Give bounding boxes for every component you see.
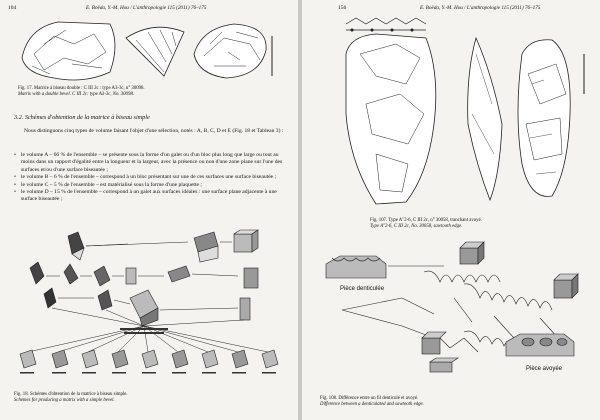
label-denticulate: Pièce denticulée [340, 286, 385, 292]
block-mid-right [554, 274, 578, 298]
running-header: E. Boëda, Y.-M. Hou / L'anthropologie 115 (2011) 76–175 [86, 5, 207, 11]
fig107-illustration [316, 14, 592, 214]
fig18-caption-fr: Fig. 18. Schémes d'obtention de la matrice à biseau simple. [14, 392, 128, 397]
sawtooth-edge-profile [346, 18, 426, 31]
fig107-caption-fr: Fig. 107. Type A"2-6, C III 2c, n° 30058, tranchant avoyé. [370, 218, 482, 223]
page-number: 156 [338, 5, 347, 11]
running-header: E. Boëda, Y.-M. Hou / L'anthropologie 115 (2011) 76–175 [420, 5, 541, 11]
fig107-caption-en: Type A"2-6, C III 2c, No. 30058, sawtooth edge. [370, 224, 463, 229]
volume-list [14, 152, 286, 204]
section-title: 3.2. Schémes d'obtention de la matrice à biseau simple [14, 114, 150, 121]
right-page [302, 0, 600, 420]
list-item: • le volume D – 15 % de l'ensemble – correspond à un galet aux surfaces idéales : une surface plane adjacente à une surface biseautée ; [14, 189, 286, 204]
artifact-profile-mid [468, 38, 502, 200]
fig17-illustration [14, 14, 286, 84]
fig108-diagram [314, 238, 594, 388]
label-avoyee: Pièce avoyée [526, 366, 563, 372]
artifact-face-left [346, 34, 436, 204]
fig17-artifact-mid [126, 27, 184, 76]
fig108-caption [320, 396, 590, 408]
denticulate-piece [326, 256, 386, 278]
fig17-caption-fr: Fig. 17. Matrice à biseau double : C III 2c : type A3-3c, n° 30098. [18, 86, 145, 91]
left-page [0, 0, 298, 420]
page-number: 104 [8, 5, 17, 11]
avoyee-piece [506, 334, 574, 356]
fig107-caption [370, 218, 594, 230]
fig18-diagram [8, 228, 294, 388]
fig108-caption-fr: Fig. 108. Différence entre un fil denticulé et avoyé. [320, 396, 419, 401]
fig17-artifact-left [22, 22, 115, 80]
small-stand-piece [430, 358, 458, 372]
list-item: • le volume C – 5 % de l'ensemble – est matérialisé sous la forme d'une plaquette ; [14, 182, 286, 189]
fig108-caption-en: Difference between a denticulated and sawtooth edge. [320, 402, 424, 407]
intro-paragraph: Nous distinguons cinq types de volume faisant l'objet d'une sélection, notés : A, B, C, D et E (Fig. 18 et Tableau 3) : [24, 128, 284, 134]
block-lower-left [422, 332, 446, 354]
list-item: • le volume A – 66 % de l'ensemble – se présente sous la forme d'un galet ou d'un bloc plus long que large ou tout au moins dans un rapport d'égalité entre la longueur et la largeur, avec la présence ou non d'une zone plane sur l'une des surfaces et/ou d'une surface biseautée ; [14, 152, 286, 174]
fig18-caption-en: Schemes for producing a matrix with a simple bevel. [14, 398, 115, 403]
list-item: • le volume B – 6 % de l'ensemble – correspond à un bloc présentant sur une de ces surfaces une surface biseautée ; [14, 174, 286, 181]
block-top-right [460, 242, 484, 264]
fig17-caption [18, 86, 288, 98]
fig17-caption-en: Matrix with a double bevel. C III 2c: type A3-3c, No. 30098. [18, 92, 134, 97]
fig17-artifact-right [194, 24, 266, 78]
fig18-caption [14, 392, 286, 404]
artifact-face-right [518, 40, 570, 197]
